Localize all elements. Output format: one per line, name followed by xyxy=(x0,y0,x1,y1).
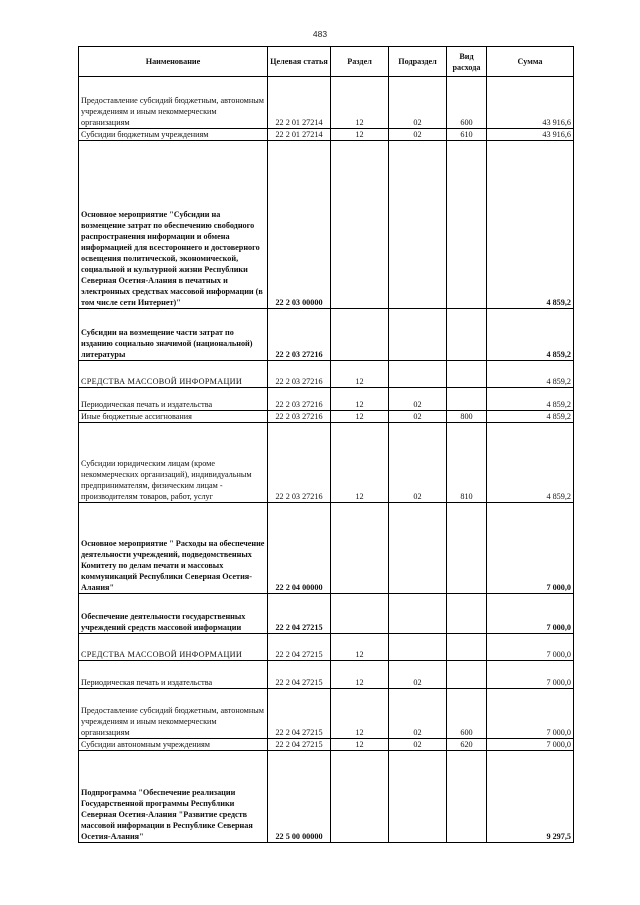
row-target: 22 2 04 27215 xyxy=(268,594,331,634)
row-expense-type xyxy=(447,634,487,661)
row-amount: 9 297,5 xyxy=(487,751,574,843)
row-expense-type: 610 xyxy=(447,129,487,141)
row-expense-type: 810 xyxy=(447,423,487,503)
row-name: СРЕДСТВА МАССОВОЙ ИНФОРМАЦИИ xyxy=(79,634,268,661)
row-expense-type xyxy=(447,751,487,843)
row-subsection xyxy=(389,751,447,843)
row-amount: 4 859,2 xyxy=(487,423,574,503)
table-row xyxy=(79,634,574,661)
column-header-subsection: Подраздел xyxy=(389,47,447,77)
budget-table xyxy=(78,46,574,843)
table-row xyxy=(79,689,574,739)
row-target: 22 2 01 27214 xyxy=(268,77,331,129)
row-subsection xyxy=(389,309,447,361)
row-section xyxy=(331,141,389,309)
table-row xyxy=(79,388,574,411)
row-amount: 7 000,0 xyxy=(487,634,574,661)
row-name: Периодическая печать и издательства xyxy=(79,661,268,689)
row-name: Предоставление субсидий бюджетным, автономным учреждениям и иным некоммерческим организациям xyxy=(79,77,268,129)
row-section: 12 xyxy=(331,129,389,141)
row-subsection xyxy=(389,361,447,388)
row-subsection: 02 xyxy=(389,423,447,503)
row-target: 22 2 03 27216 xyxy=(268,361,331,388)
row-name: Периодическая печать и издательства xyxy=(79,388,268,411)
row-section: 12 xyxy=(331,77,389,129)
row-target: 22 2 04 27215 xyxy=(268,661,331,689)
row-section: 12 xyxy=(331,739,389,751)
table-row xyxy=(79,661,574,689)
row-subsection: 02 xyxy=(389,129,447,141)
row-expense-type xyxy=(447,503,487,594)
row-section: 12 xyxy=(331,634,389,661)
row-subsection xyxy=(389,594,447,634)
row-amount: 4 859,2 xyxy=(487,309,574,361)
table-row xyxy=(79,594,574,634)
row-target: 22 2 04 27215 xyxy=(268,739,331,751)
row-target: 22 5 00 00000 xyxy=(268,751,331,843)
row-section: 12 xyxy=(331,423,389,503)
row-amount: 4 859,2 xyxy=(487,411,574,423)
table-row xyxy=(79,503,574,594)
column-header-expense-type: Вид расхода xyxy=(447,47,487,77)
page-number: 483 xyxy=(312,29,328,39)
row-amount: 7 000,0 xyxy=(487,661,574,689)
row-expense-type xyxy=(447,661,487,689)
row-expense-type xyxy=(447,141,487,309)
row-section: 12 xyxy=(331,388,389,411)
row-subsection xyxy=(389,634,447,661)
row-name: Подпрограмма "Обеспечение реализации Государственной программы Республики Северная Осетия-Алания "Развитие средств массовой информации в Республике Северная Осетия-Алания" xyxy=(79,751,268,843)
column-header-target: Целевая статья xyxy=(268,47,331,77)
row-target: 22 2 01 27214 xyxy=(268,129,331,141)
row-section xyxy=(331,503,389,594)
row-expense-type xyxy=(447,309,487,361)
row-name: Субсидии юридическим лицам (кроме некоммерческих организаций), индивидуальным предпринимателям, физическим лицам - производителям товаров, работ, услуг xyxy=(79,423,268,503)
row-section xyxy=(331,594,389,634)
row-section: 12 xyxy=(331,361,389,388)
row-expense-type xyxy=(447,361,487,388)
row-target: 22 2 03 00000 xyxy=(268,141,331,309)
row-subsection: 02 xyxy=(389,388,447,411)
row-name: Предоставление субсидий бюджетным, автономным учреждениям и иным некоммерческим организациям xyxy=(79,689,268,739)
row-expense-type xyxy=(447,388,487,411)
row-target: 22 2 04 27215 xyxy=(268,634,331,661)
row-name: Субсидии автономным учреждениям xyxy=(79,739,268,751)
row-amount: 7 000,0 xyxy=(487,739,574,751)
row-amount: 4 859,2 xyxy=(487,141,574,309)
table-row xyxy=(79,141,574,309)
row-name: СРЕДСТВА МАССОВОЙ ИНФОРМАЦИИ xyxy=(79,361,268,388)
row-amount: 43 916,6 xyxy=(487,129,574,141)
row-name: Субсидии на возмещение части затрат по изданию социально значимой (национальной) литературы xyxy=(79,309,268,361)
row-subsection xyxy=(389,503,447,594)
row-section xyxy=(331,309,389,361)
table-row xyxy=(79,751,574,843)
row-amount: 4 859,2 xyxy=(487,388,574,411)
table-row xyxy=(79,361,574,388)
table-row xyxy=(79,129,574,141)
row-section xyxy=(331,751,389,843)
row-subsection: 02 xyxy=(389,411,447,423)
row-expense-type: 600 xyxy=(447,77,487,129)
row-expense-type: 800 xyxy=(447,411,487,423)
row-name: Иные бюджетные ассигнования xyxy=(79,411,268,423)
row-target: 22 2 03 27216 xyxy=(268,411,331,423)
row-amount: 43 916,6 xyxy=(487,77,574,129)
row-amount: 7 000,0 xyxy=(487,689,574,739)
row-target: 22 2 04 27215 xyxy=(268,689,331,739)
row-amount: 7 000,0 xyxy=(487,594,574,634)
row-expense-type: 620 xyxy=(447,739,487,751)
row-subsection xyxy=(389,141,447,309)
row-target: 22 2 03 27216 xyxy=(268,388,331,411)
row-name: Основное мероприятие " Расходы на обеспечение деятельности учреждений, подведомственных Комитету по делам печати и массовых коммуникаций Республики Северная Осетия-Алания" xyxy=(79,503,268,594)
row-subsection: 02 xyxy=(389,661,447,689)
table-row xyxy=(79,739,574,751)
row-target: 22 2 03 27216 xyxy=(268,423,331,503)
row-expense-type: 600 xyxy=(447,689,487,739)
row-amount: 7 000,0 xyxy=(487,503,574,594)
row-subsection: 02 xyxy=(389,739,447,751)
column-header-section: Раздел xyxy=(331,47,389,77)
column-header-name: Наименование xyxy=(79,47,268,77)
row-section: 12 xyxy=(331,661,389,689)
row-target: 22 2 04 00000 xyxy=(268,503,331,594)
row-target: 22 2 03 27216 xyxy=(268,309,331,361)
row-section: 12 xyxy=(331,689,389,739)
row-amount: 4 859,2 xyxy=(487,361,574,388)
table-row xyxy=(79,423,574,503)
table-row xyxy=(79,411,574,423)
row-expense-type xyxy=(447,594,487,634)
table-header-row xyxy=(79,47,574,77)
table-row xyxy=(79,309,574,361)
row-subsection: 02 xyxy=(389,689,447,739)
row-section: 12 xyxy=(331,411,389,423)
row-name: Субсидии бюджетным учреждениям xyxy=(79,129,268,141)
column-header-amount: Сумма xyxy=(487,47,574,77)
row-subsection: 02 xyxy=(389,77,447,129)
table-row xyxy=(79,77,574,129)
row-name: Основное мероприятие "Субсидии на возмещение затрат по обеспечению свободного распространения информации и обмена информацией для всестороннего и достоверного освещения политической, экономической, социальной и культурной жизни Республики Северная Осетия-Алания в печатных и электронных средствах массовой информации (в том числе сети Интернет)" xyxy=(79,141,268,309)
row-name: Обеспечение деятельности государственных учреждений средств массовой информации xyxy=(79,594,268,634)
